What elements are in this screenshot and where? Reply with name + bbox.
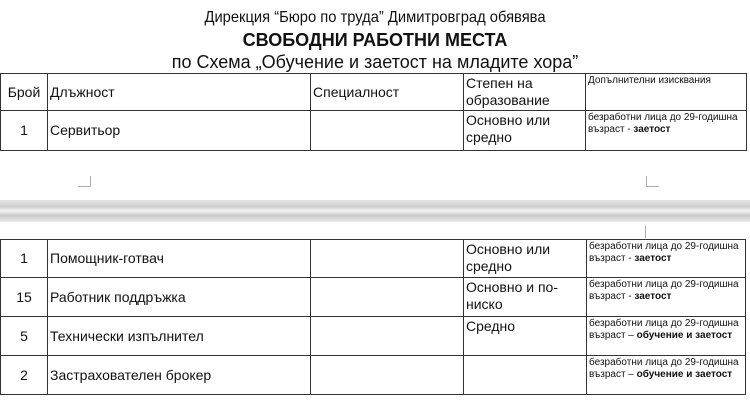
col-header-specialty: Специалност bbox=[311, 74, 464, 111]
requirements-bold: заетост bbox=[634, 291, 672, 302]
requirements-cell bbox=[587, 317, 746, 356]
crop-mark bbox=[78, 176, 91, 187]
directorate-line: Дирекция “Бюро по труда” Димитровград обявява bbox=[204, 9, 546, 26]
education-cell bbox=[464, 356, 587, 395]
requirements-text: безработни лица до 29-годишна възраст – bbox=[589, 357, 739, 380]
table-row bbox=[1, 356, 746, 395]
page-break bbox=[0, 200, 750, 222]
table-row bbox=[1, 240, 746, 278]
col-header-requirements: Допълнителни изисквания bbox=[586, 74, 747, 111]
col-header-count: Брой bbox=[1, 74, 48, 111]
specialty-cell bbox=[311, 240, 464, 278]
crop-mark bbox=[646, 176, 659, 187]
requirements-text: безработни лица до 29-годишна възраст - bbox=[588, 112, 738, 135]
position-cell: Помощник-готвач bbox=[48, 240, 311, 278]
table-row bbox=[1, 278, 746, 317]
specialty-cell bbox=[311, 356, 464, 395]
scheme-line: по Схема „Обучение и заетост на младите хора” bbox=[171, 52, 579, 72]
position-cell: Работник поддръжка bbox=[48, 278, 311, 317]
requirements-cell bbox=[587, 278, 746, 317]
education-cell: Основно или средно bbox=[464, 240, 587, 278]
requirements-text: безработни лица до 29-годишна възраст - bbox=[589, 279, 739, 302]
specialty-cell bbox=[311, 278, 464, 317]
table-row bbox=[1, 317, 746, 356]
position-cell: Технически изпълнител bbox=[48, 317, 311, 356]
count-cell: 5 bbox=[1, 317, 48, 356]
table-header-row bbox=[1, 74, 747, 111]
requirements-text: безработни лица до 29-годишна възраст – bbox=[589, 318, 739, 341]
count-cell: 1 bbox=[1, 111, 48, 151]
col-header-position: Длъжност bbox=[48, 74, 311, 111]
requirements-text: безработни лица до 29-годишна възраст - bbox=[589, 241, 739, 264]
vacancies-table-page1 bbox=[0, 73, 747, 151]
position-cell: Сервитьор bbox=[48, 111, 311, 151]
requirements-cell bbox=[586, 111, 747, 151]
specialty-cell bbox=[311, 111, 464, 151]
crop-mark bbox=[645, 226, 647, 238]
education-cell: Средно bbox=[464, 317, 587, 356]
document-title: СВОБОДНИ РАБОТНИ МЕСТА bbox=[242, 30, 508, 50]
count-cell: 2 bbox=[1, 356, 48, 395]
table-row bbox=[1, 111, 747, 151]
requirements-cell bbox=[587, 356, 746, 395]
requirements-bold: обучение и заетост bbox=[636, 330, 733, 341]
requirements-bold: заетост bbox=[633, 124, 671, 135]
requirements-cell bbox=[587, 240, 746, 278]
col-header-education: Степен на образование bbox=[464, 74, 586, 111]
count-cell: 1 bbox=[1, 240, 48, 278]
count-cell: 15 bbox=[1, 278, 48, 317]
education-cell: Основно или средно bbox=[464, 111, 586, 151]
requirements-bold: обучение и заетост bbox=[636, 369, 733, 380]
specialty-cell bbox=[311, 317, 464, 356]
vacancies-table-page2 bbox=[0, 239, 746, 395]
education-cell: Основно и по-ниско bbox=[464, 278, 587, 317]
position-cell: Застрахователен брокер bbox=[48, 356, 311, 395]
requirements-bold: заетост bbox=[634, 253, 672, 264]
